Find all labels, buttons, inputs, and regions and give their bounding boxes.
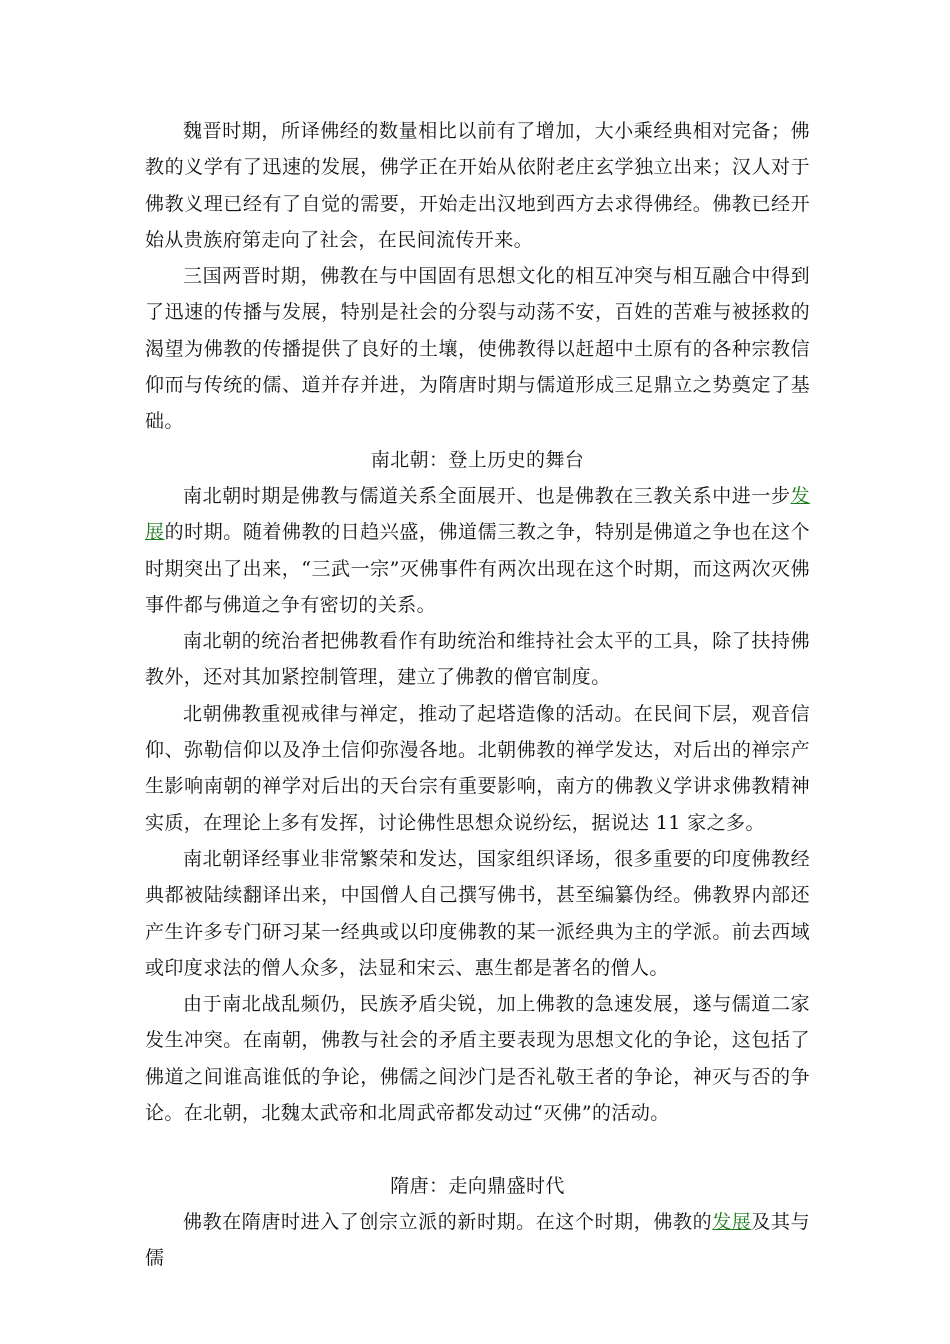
paragraph-text: 及其与儒	[145, 1211, 810, 1270]
paragraph-text: 佛教在隋唐时进入了创宗立派的新时期。在这个时期，佛教的	[183, 1211, 713, 1233]
section-heading-nanbeichao: 南北朝：登上历史的舞台	[370, 449, 585, 471]
section-suitang	[145, 1204, 810, 1277]
paragraph	[145, 478, 810, 623]
link-fazhan[interactable]: 发展	[145, 485, 810, 544]
paragraph: 南北朝的统治者把佛教看作有助统治和维持社会太平的工具，除了扶持佛教外，还对其加紧控制管理，建立了佛教的僧官制度。	[145, 630, 810, 689]
paragraph: 魏晋时期，所译佛经的数量相比以前有了增加，大小乘经典相对完备；佛教的义学有了迅速的发展，佛学正在开始从依附老庄玄学独立出来；汉人对于佛教义理已经有了自觉的需要，开始走出汉地到西方去求得佛经。佛教已经开始从贵族府第走向了社会，在民间流传开来。	[145, 120, 810, 251]
section-nanbeichao	[145, 478, 810, 1131]
paragraph: 三国两晋时期，佛教在与中国固有思想文化的相互冲突与相互融合中得到了迅速的传播与发展，特别是社会的分裂与动荡不安，百姓的苦难与被拯救的渴望为佛教的传播提供了良好的土壤，使佛教得以赶超中土原有的各种宗教信仰而与传统的儒、道并存并进，为隋唐时期与儒道形成三足鼎立之势奠定了基础。	[145, 265, 810, 433]
paragraph: 由于南北战乱频仍，民族矛盾尖锐，加上佛教的急速发展，遂与儒道二家发生冲突。在南朝，佛教与社会的矛盾主要表现为思想文化的争论，这包括了佛道之间谁高谁低的争论，佛儒之间沙门是否礼敬王者的争论，神灭与否的争论。在北朝，北魏太武帝和北周武帝都发动过“灭佛”的活动。	[145, 993, 810, 1125]
paragraph-text: 南北朝时期是佛教与儒道关系全面展开、也是佛教在三教关系中进一步	[183, 485, 791, 507]
paragraph	[145, 1204, 810, 1277]
link-fazhan[interactable]: 发展	[712, 1211, 752, 1233]
paragraph-text: 的时期。随着佛教的日趋兴盛，佛道儒三教之争，特别是佛道之争也在这个时期突出了出来，“三武一宗”灭佛事件有两次出现在这个时期，而这两次灭佛事件都与佛道之争有密切的关系。	[145, 521, 811, 616]
paragraph: 北朝佛教重视戒律与禅定，推动了起塔造像的活动。在民间下层，观音信仰、弥勒信仰以及净土信仰弥漫各地。北朝佛教的禅学发达，对后出的禅宗产生影响南朝的禅学对后出的天台宗有重要影响，南方的佛教义学讲求佛教精神实质，在理论上多有发挥，讨论佛性思想众说纷纭，据说达 11 家之多。	[145, 702, 810, 834]
section-wei-jin	[145, 113, 810, 440]
paragraph: 南北朝译经事业非常繁荣和发达，国家组织译场，很多重要的印度佛教经典都被陆续翻译出来，中国僧人自己撰写佛书，甚至编纂伪经。佛教界内部还产生许多专门研习某一经典或以印度佛教的某一派经典为主的学派。前去西域或印度求法的僧人众多，法显和宋云、惠生都是著名的僧人。	[145, 847, 810, 979]
section-heading-suitang: 隋唐：走向鼎盛时代	[390, 1175, 565, 1197]
